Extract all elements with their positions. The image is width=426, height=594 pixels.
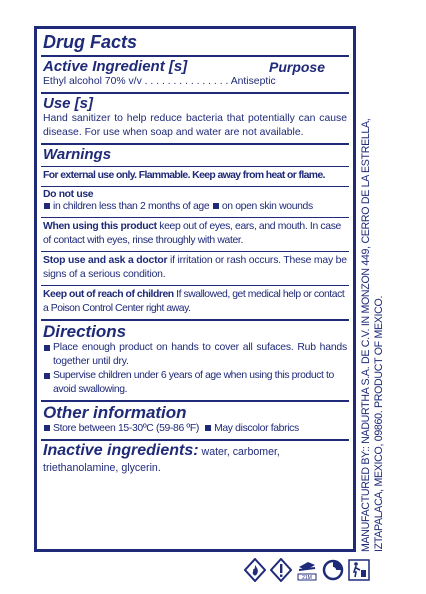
manufacturer-line: IZTAPALACA, MEXICO, 09860. PRODUCT OF MEXICO. — [373, 295, 385, 552]
keep-out-section — [43, 288, 347, 316]
do-not-use-heading: Do not use — [43, 189, 94, 200]
active-ingredient-heading: Active Ingredient [s] — [43, 58, 188, 75]
external-use-warning: For external use only. Flammable. Keep away from heat or flame. — [43, 170, 325, 181]
bullet-icon — [213, 203, 219, 209]
bullet-icon — [44, 425, 50, 431]
directions-item — [43, 369, 347, 397]
stop-use-heading: Stop use and ask a doctor — [43, 255, 168, 266]
divider — [41, 400, 349, 402]
active-ingredient-row — [43, 75, 347, 89]
directions-heading: Directions — [43, 322, 127, 341]
warning-symbols — [244, 558, 370, 582]
divider — [41, 92, 349, 94]
bullet-icon — [44, 373, 50, 379]
directions-item-text: Place enough product on hands to cover all sufaces. Rub hands together until dry. — [53, 342, 347, 367]
recycle-icon — [296, 558, 318, 582]
directions-item-text: Supervise children under 6 years of age when using this product to avoid swallowing. — [53, 370, 334, 395]
purpose-value: Antiseptic — [230, 76, 276, 87]
divider — [41, 143, 349, 145]
use-heading: Use [s] — [43, 95, 94, 112]
icon-code: 21M — [302, 575, 312, 581]
bullet-icon — [205, 425, 211, 431]
purpose-heading: Purpose — [268, 59, 325, 75]
use-text: Hand sanitizer to help reduce bacteria that potentially can cause disease. For use when soap and water are not available. — [43, 113, 347, 138]
stop-use-text: if irritation or rash occurs. These may be signs of a serious condition. — [43, 255, 347, 280]
do-not-use-list — [43, 200, 347, 214]
inactive-ingredients-text: water, carbomer, triethanolamine, glycerin. — [43, 446, 280, 474]
leader-dots: . . . . . . . . . . . . . . . — [141, 76, 229, 87]
active-ingredient: Ethyl alcohol 70% v/v — [43, 76, 142, 87]
divider — [41, 285, 349, 286]
when-using-section — [43, 220, 347, 248]
other-information-list — [43, 422, 347, 436]
bullet-icon — [44, 203, 50, 209]
inactive-ingredients-section — [43, 443, 347, 476]
warnings-heading: Warnings — [43, 146, 112, 163]
drug-facts-panel — [34, 26, 356, 552]
do-not-use-item: in children less than 2 months of age — [53, 201, 210, 212]
recycle-arrows-icon — [322, 558, 344, 582]
directions-item — [43, 341, 347, 369]
divider — [41, 251, 349, 252]
other-information-item: Store between 15-30ºC (59-86 ºF) — [53, 423, 199, 434]
manufacturer-line: MANUFACTURED BY:: NADURTHA S.A. DE C.V. IN MONZON 449, CERRO DE LA ESTRELLA, — [360, 118, 372, 552]
other-information-item: May discolor fabrics — [214, 423, 299, 434]
active-ingredient-header — [43, 59, 347, 75]
manufacturer-info — [360, 44, 402, 552]
other-information-heading: Other information — [43, 403, 187, 422]
drug-facts-title: Drug Facts — [43, 32, 138, 52]
manufacturer-text — [360, 44, 402, 552]
divider — [41, 186, 349, 187]
when-using-text: keep out of eyes, ears, and mouth. In case of contact with eyes, rinse throughly with water. — [43, 221, 341, 246]
keep-out-heading: Keep out of reach of children — [43, 289, 174, 300]
divider — [41, 55, 349, 57]
divider — [41, 439, 349, 441]
divider — [41, 166, 349, 167]
stop-use-section — [43, 254, 347, 282]
when-using-heading: When using this product — [43, 221, 157, 232]
flammable-warning-icon — [244, 558, 266, 582]
do-not-use-item: on open skin wounds — [221, 201, 313, 212]
bullet-icon — [44, 345, 50, 351]
divider — [41, 319, 349, 321]
divider — [41, 217, 349, 218]
keep-out-text: If swallowed, get medical help or contact a Poison Control Center right away. — [43, 289, 345, 314]
inactive-ingredients-heading: Inactive ingredients: — [43, 442, 199, 459]
tidyman-disposal-icon — [348, 558, 370, 582]
exclamation-warning-icon — [270, 558, 292, 582]
